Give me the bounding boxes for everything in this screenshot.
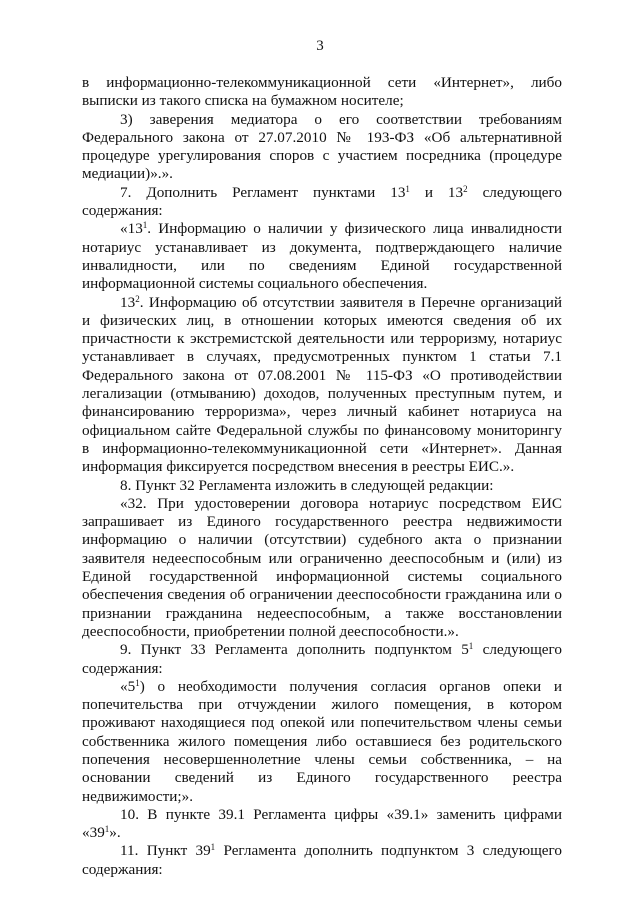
text-segment: 7. Дополнить Регламент пунктами 13 xyxy=(120,183,406,201)
paragraph-p-3 xyxy=(82,111,562,184)
superscript: 1 xyxy=(104,824,110,835)
paragraph-p-8 xyxy=(82,477,562,495)
text-segment: . Информацию об отсутствии заявителя в Перечне организаций и физических лиц, в отношении которых имеются сведения об их причастности к экстремистской деятельности или терроризму, нотариус устанавливает в случаях, предусмотренных пунктом 1 статьи 7.1 Федерального закона от 07.08.2001 № 115-ФЗ «О противодействии легализации (отмыванию) доходов, полученных преступным путем, и финансированию терроризма», через личный кабинет нотариуса на официальном сайте Федеральной службы по финансовому мониторингу в информационно-телекоммуникационной сети «Интернет». Данная информация фиксируется посредством внесения в реестры ЕИС.». xyxy=(82,293,562,476)
paragraph-p-7 xyxy=(82,184,562,221)
superscript: 2 xyxy=(463,183,468,194)
text-segment: 13 xyxy=(120,293,136,311)
paragraph-p-13-1 xyxy=(82,220,562,293)
text-segment: «32. При удостоверении договора нотариус посредством ЕИС запрашивает из Единого государственного реестра недвижимости информацию о наличии (отсутствии) судебного акта о признании заявителя недееспособным или ограниченно дееспособным и (или) из Единой государственной информационной системы социального обеспечения сведения об ограничении дееспособности гражданина или о признании гражданина недееспособным, а также восстановлении дееспособности, приобретении полной дееспособности.». xyxy=(82,494,562,640)
text-segment: следующего содержания: xyxy=(82,183,562,220)
paragraph-p-11 xyxy=(82,842,562,879)
text-segment: следующего содержания: xyxy=(82,641,562,677)
text-segment: 9. Пункт 33 Регламента дополнить подпунктом 5 xyxy=(120,641,469,659)
paragraph-p-cont xyxy=(82,74,562,111)
paragraph-p-10 xyxy=(82,806,562,843)
text-segment: и 13 xyxy=(409,183,464,201)
text-segment: ) о необходимости получения согласия органов опеки и попечительства при отчуждении жилого помещения, в котором проживают находящиеся под опекой или попечительством члены семьи собственника жилого помещения либо оставшиеся без родительского попечения несовершеннолетние члены семьи собственника, – на основании сведений из Единого государственного реестра недвижимости;». xyxy=(82,677,562,805)
text-segment: «5 xyxy=(120,677,136,695)
superscript: 1 xyxy=(210,842,216,853)
paragraph-p-5-1 xyxy=(82,678,562,806)
document-body xyxy=(82,74,562,879)
text-segment: 8. Пункт 32 Регламента изложить в следующей редакции: xyxy=(120,476,494,494)
paragraph-p-13-2 xyxy=(82,294,562,477)
superscript: 2 xyxy=(135,293,140,304)
text-segment: 3) заверения медиатора о его соответствии требованиям Федерального закона от 27.07.2010 № 193-ФЗ «Об альтернативной процедуре урегулирования споров с участием посредника (процедуре медиации)».». xyxy=(82,110,562,183)
text-segment: в информационно-телекоммуникационной сети «Интернет», либо выписки из такого списка на бумажном носителе; xyxy=(82,74,562,110)
text-segment: . Информацию о наличии у физического лица инвалидности нотариус устанавливает из документа, подтверждающего наличие инвалидности, или по сведениям Единой государственной информационной системы социального обеспечения. xyxy=(82,220,562,293)
page-number: 3 xyxy=(316,38,324,54)
text-segment: 10. В пункте 39.1 Регламента цифры «39.1» заменить цифрами «39 xyxy=(82,805,562,842)
superscript: 1 xyxy=(468,641,474,652)
superscript: 1 xyxy=(405,183,410,194)
text-segment: ». xyxy=(109,824,121,842)
paragraph-p-32 xyxy=(82,495,562,641)
paragraph-p-9 xyxy=(82,641,562,678)
text-segment: «13 xyxy=(120,220,143,238)
text-segment: Регламента дополнить подпунктом 3 следующего содержания: xyxy=(82,842,562,878)
superscript: 1 xyxy=(135,677,140,688)
text-segment: 11. Пункт 39 xyxy=(120,842,211,860)
superscript: 1 xyxy=(142,220,148,231)
